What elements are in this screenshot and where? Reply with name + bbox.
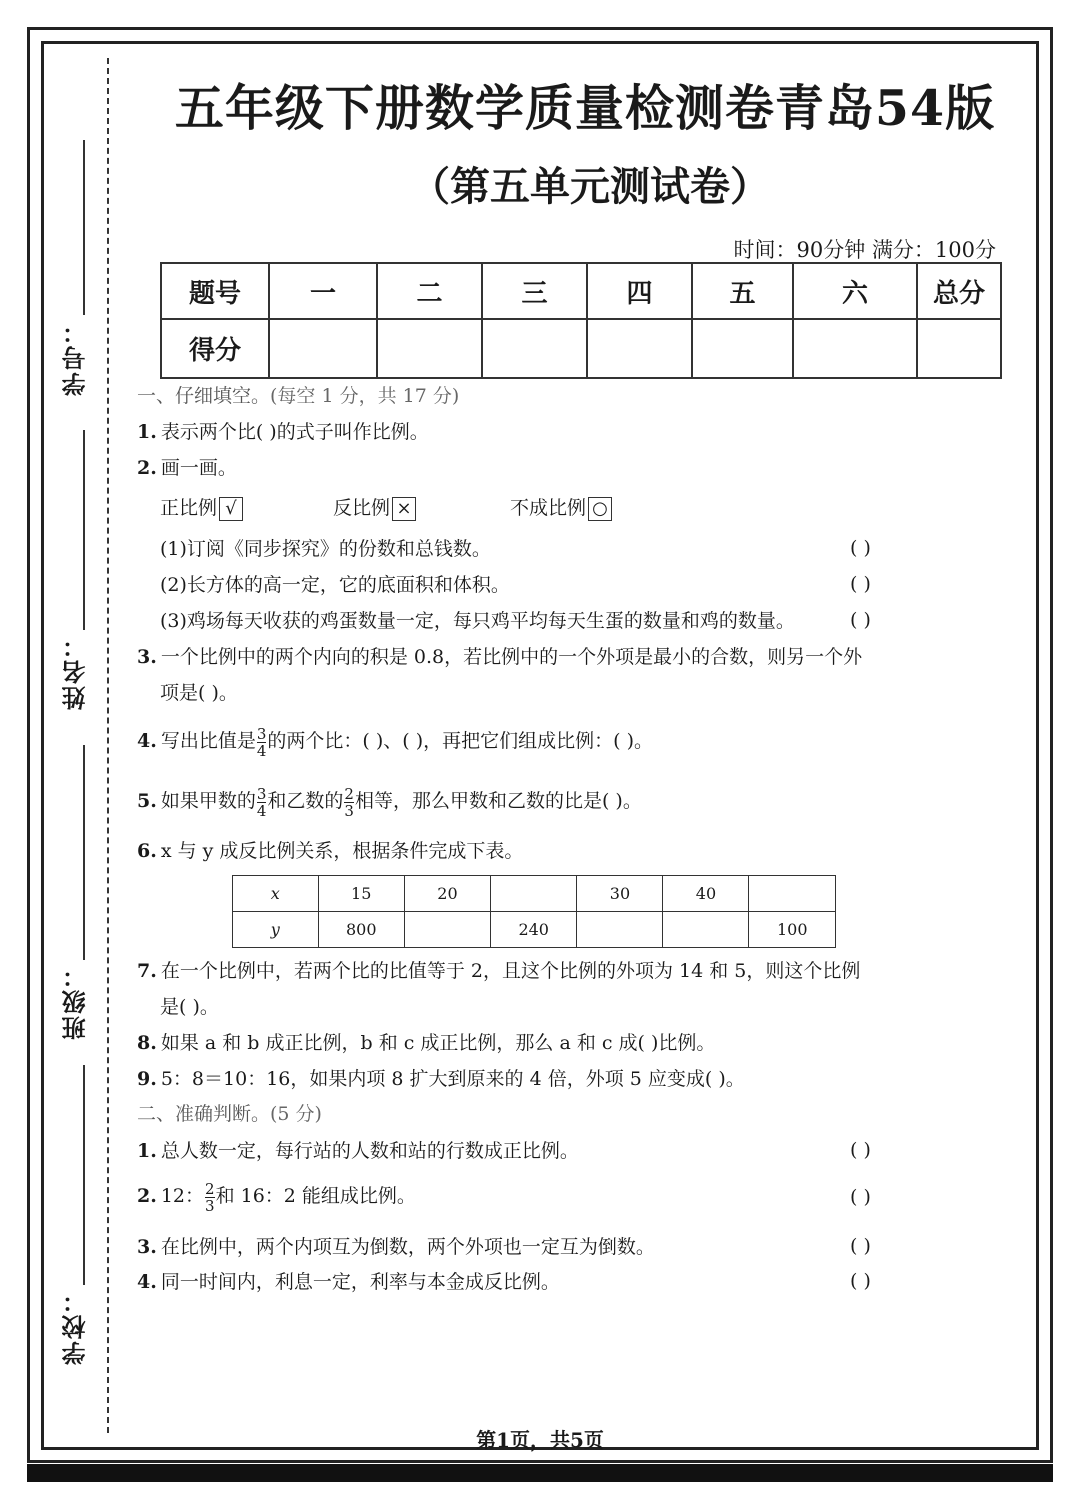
subitem-1: (1)订阅《同步探究》的份数和总钱数。 (160, 538, 491, 560)
section2-title: 二、准确判断。 (137, 1103, 271, 1125)
answer-paren[interactable]: ( ) (850, 1139, 871, 1161)
answer-paren[interactable]: ( ) (850, 609, 871, 631)
binding-dashed-line (107, 58, 109, 1433)
question-number: 2. (137, 457, 157, 479)
fraction-numerator: 3 (256, 724, 267, 743)
score-header-cell: 六 (793, 263, 917, 319)
score-cell[interactable] (269, 319, 377, 378)
legend-label: 不成比例 (510, 497, 587, 519)
question-number: 2. (137, 1185, 157, 1207)
legend-none (510, 496, 612, 521)
question-text: 写出比值是 (160, 730, 256, 752)
question-2-2 (137, 1179, 416, 1214)
question-1-9 (137, 1067, 745, 1091)
score-cell[interactable] (587, 319, 692, 378)
question-number: 3. (137, 1236, 157, 1258)
question-1-7-cont: 是( )。 (160, 996, 219, 1018)
student-id-label: 学号： (62, 318, 90, 396)
y-cell[interactable] (577, 912, 663, 948)
question-text: 如果甲数的 (160, 790, 256, 812)
fraction (344, 786, 354, 819)
question-text: 的两个比：( )、( )，再把它们组成比例：( )。 (267, 730, 654, 752)
x-cell[interactable] (749, 876, 836, 912)
fraction-numerator: 3 (256, 784, 267, 803)
answer-paren[interactable]: ( ) (850, 1270, 871, 1292)
question-text: 和乙数的 (267, 790, 344, 812)
fraction (257, 786, 267, 819)
y-cell: 800 (318, 912, 404, 948)
fraction (205, 1181, 215, 1214)
answer-paren[interactable]: ( ) (850, 537, 871, 559)
page-title: 五年级下册数学质量检测卷青岛54版 (174, 79, 996, 137)
score-header-cell: 二 (377, 263, 482, 319)
score-header-cell: 五 (692, 263, 793, 319)
name-underline (83, 430, 85, 630)
score-cell[interactable] (377, 319, 482, 378)
question-2-3 (137, 1235, 655, 1259)
circle-mark-icon: ○ (588, 497, 612, 521)
y-cell[interactable] (404, 912, 490, 948)
question-text: 同一时间内，利息一定，利率与本金成反比例。 (160, 1271, 560, 1293)
question-1-8 (137, 1031, 715, 1055)
question-number: 1. (137, 1140, 157, 1162)
score-cell[interactable] (692, 319, 793, 378)
section2-note: (5 分) (270, 1103, 322, 1125)
answer-paren[interactable]: ( ) (850, 573, 871, 595)
score-cell[interactable] (482, 319, 587, 378)
y-cell: 100 (749, 912, 836, 948)
question-text: 和 16：2 能组成比例。 (215, 1185, 416, 1207)
x-cell: 15 (318, 876, 404, 912)
bottom-bar (27, 1464, 1053, 1482)
question-1-5 (137, 784, 642, 819)
question-1-3 (137, 645, 862, 669)
time-info: 时间：90分钟 满分：100分 (733, 238, 996, 262)
subitem-2: (2)长方体的高一定，它的底面积和体积。 (160, 574, 510, 596)
question-text: 如果 a 和 b 成正比例，b 和 c 成正比例，那么 a 和 c 成( )比例。 (160, 1032, 716, 1054)
page-footer: 第1页，共5页 (476, 1428, 604, 1452)
question-2-1 (137, 1139, 579, 1163)
y-cell: 240 (490, 912, 576, 948)
xy-table (232, 875, 836, 948)
legend-label: 反比例 (333, 497, 391, 519)
section1-heading (137, 384, 459, 408)
answer-paren[interactable]: ( ) (850, 1186, 871, 1208)
y-cell[interactable] (663, 912, 749, 948)
question-text: 画一画。 (160, 457, 237, 479)
x-label: x (233, 876, 319, 912)
student-id-underline (83, 140, 85, 315)
fraction-numerator: 2 (205, 1179, 215, 1198)
question-text: 总人数一定，每行站的人数和站的行数成正比例。 (160, 1140, 579, 1162)
section1-title: 一、仔细填空。 (137, 385, 271, 407)
score-row (161, 319, 1001, 378)
fraction-denominator: 3 (205, 1196, 215, 1215)
question-number: 5. (137, 790, 157, 812)
school-label: 学校： (62, 1287, 90, 1365)
score-header-cell: 三 (482, 263, 587, 319)
subitem-3: (3)鸡场每天收获的鸡蛋数量一定，每只鸡平均每天生蛋的数量和鸡的数量。 (160, 610, 795, 632)
legend-inverse (333, 496, 416, 521)
x-cell: 30 (577, 876, 663, 912)
question-number: 4. (137, 1271, 157, 1293)
question-text: x 与 y 成反比例关系，根据条件完成下表。 (160, 840, 524, 862)
question-number: 3. (137, 646, 157, 668)
check-mark-icon: √ (219, 497, 243, 521)
question-number: 1. (137, 421, 157, 443)
question-1-7 (137, 959, 860, 983)
school-underline (83, 1065, 85, 1285)
fraction-denominator: 4 (256, 801, 267, 820)
question-number: 6. (137, 840, 157, 862)
question-number: 4. (137, 730, 157, 752)
question-text: 在一个比例中，若两个比的比值等于 2，且这个比例的外项为 14 和 5，则这个比例 (160, 960, 861, 982)
question-text: 12： (160, 1185, 205, 1207)
answer-paren[interactable]: ( ) (850, 1235, 871, 1257)
question-1-6 (137, 839, 523, 863)
score-header-cell: 四 (587, 263, 692, 319)
class-underline (83, 745, 85, 960)
fraction-denominator: 4 (256, 741, 267, 760)
score-header-cell: 题号 (161, 263, 269, 319)
score-row-label: 得分 (161, 319, 269, 378)
question-number: 7. (137, 960, 157, 982)
question-text: 一个比例中的两个内向的积是 0.8，若比例中的一个外项是最小的合数，则另一个外 (160, 646, 863, 668)
x-cell: 20 (404, 876, 490, 912)
question-1-3-cont: 项是( )。 (160, 682, 238, 704)
question-text: 相等，那么甲数和乙数的比是( )。 (354, 790, 642, 812)
x-cell[interactable] (490, 876, 576, 912)
score-header-cell: 一 (269, 263, 377, 319)
question-text: 5：8＝10：16，如果内项 8 扩大到原来的 4 倍，外项 5 应变成( )。 (160, 1068, 745, 1090)
question-text: 表示两个比( )的式子叫作比例。 (160, 421, 429, 443)
y-row (233, 912, 836, 948)
score-cell[interactable] (793, 319, 917, 378)
question-1-4 (137, 724, 653, 759)
legend-label: 正比例 (160, 497, 218, 519)
score-cell[interactable] (917, 319, 1001, 378)
score-header-cell: 总分 (917, 263, 1001, 319)
legend-direct (160, 496, 243, 521)
y-label: y (233, 912, 319, 948)
section1-note: (每空 1 分，共 17 分) (270, 385, 460, 407)
cross-mark-icon: × (392, 497, 416, 521)
score-header-row (161, 263, 1001, 319)
question-number: 8. (137, 1032, 157, 1054)
question-1-1 (137, 420, 429, 444)
x-cell: 40 (663, 876, 749, 912)
question-number: 9. (137, 1068, 157, 1090)
score-table (160, 262, 1002, 379)
page-subtitle: （第五单元测试卷） (410, 163, 770, 210)
class-label: 班级： (62, 962, 90, 1040)
question-1-2 (137, 456, 237, 480)
section2-heading (137, 1102, 322, 1126)
fraction-denominator: 3 (344, 801, 354, 820)
fraction-numerator: 2 (344, 784, 354, 803)
x-row (233, 876, 836, 912)
name-label: 姓名： (62, 632, 90, 710)
question-text: 在比例中，两个内项互为倒数，两个外项也一定互为倒数。 (160, 1236, 655, 1258)
fraction (257, 726, 267, 759)
question-2-4 (137, 1270, 560, 1294)
